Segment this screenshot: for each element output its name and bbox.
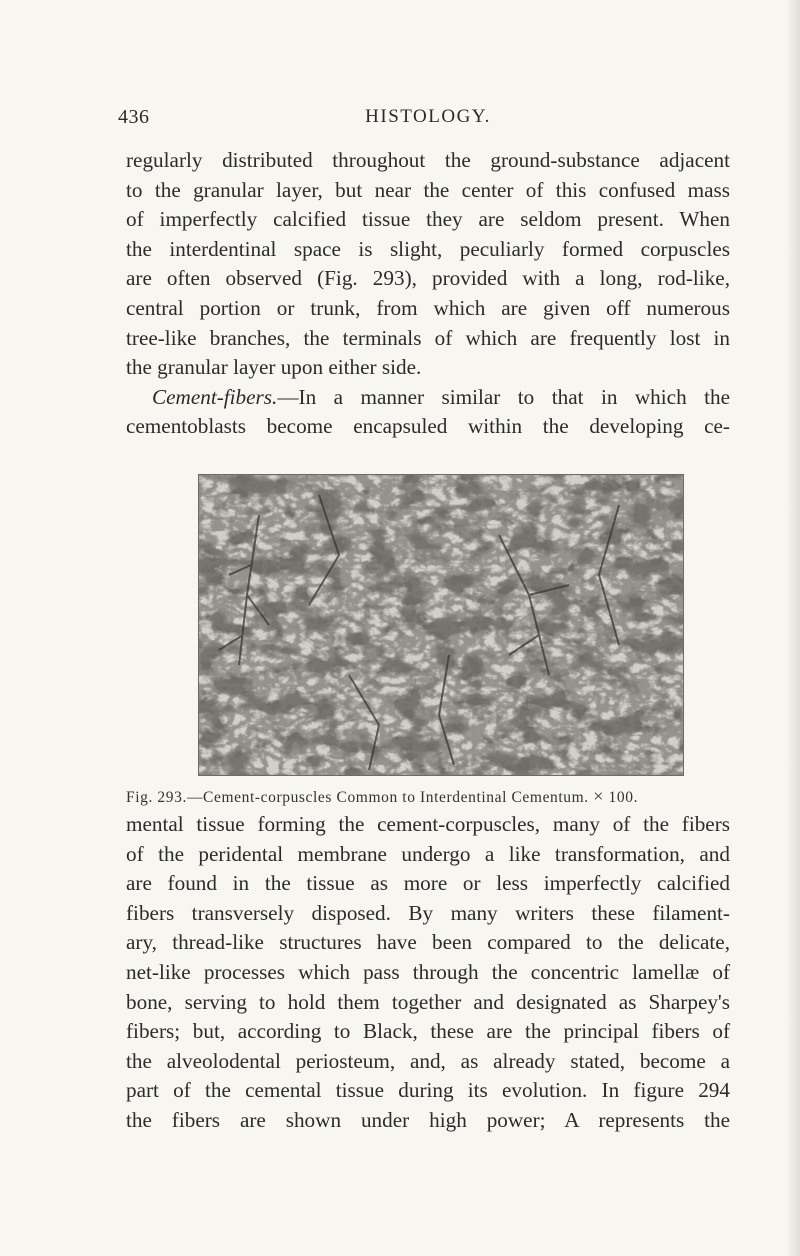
text-line: cementoblasts become encapsuled within the developing ce- xyxy=(126,414,730,439)
text-line: of imperfectly calcified tissue they are seldom present. When xyxy=(126,207,730,232)
text-line: central portion or trunk, from which are given off numerous xyxy=(126,295,730,320)
magnification-symbol: × xyxy=(593,786,605,806)
section-first-line xyxy=(126,383,730,413)
caption-text: Fig. 293.—Cement-corpuscles Common to Interdentinal Cementum. xyxy=(126,789,589,806)
text-line: fibers; but, according to Black, these are the principal fibers of xyxy=(126,1019,730,1044)
text-line: ary, thread-like structures have been compared to the delicate, xyxy=(126,930,730,955)
micrograph-figure-293 xyxy=(198,474,684,776)
body-text-bottom xyxy=(126,810,730,1136)
running-title: HISTOLOGY. xyxy=(365,106,491,127)
section-heading-cement-fibers: Cement-fibers. xyxy=(152,384,278,409)
text-line: the granular layer upon either side. xyxy=(126,355,422,380)
text-line: fibers transversely disposed. By many writers these filament- xyxy=(126,900,730,925)
text-line: to the granular layer, but near the center of this confused mass xyxy=(126,177,730,202)
text-line: part of the cemental tissue during its evolution. In figure 294 xyxy=(126,1078,730,1103)
page-number: 436 xyxy=(118,106,150,128)
text-line: the alveolodental periosteum, and, as already stated, become a xyxy=(126,1048,730,1073)
text-line: are often observed (Fig. 293), provided with a long, rod-like, xyxy=(126,266,730,291)
micrograph-image xyxy=(199,475,683,775)
text-line: tree-like branches, the terminals of which are frequently lost in xyxy=(126,325,730,350)
body-text-top xyxy=(126,146,730,442)
text-line: of the peridental membrane undergo a like transformation, and xyxy=(126,841,730,866)
text-line: are found in the tissue as more or less imperfectly calcified xyxy=(126,871,730,896)
text-line: mental tissue forming the cement-corpuscles, many of the fibers xyxy=(126,812,730,836)
magnification-value: 100. xyxy=(608,789,639,806)
page-edge-shadow xyxy=(786,0,800,1256)
text-line: bone, serving to hold them together and designated as Sharpey's xyxy=(126,989,730,1014)
figure-caption xyxy=(126,786,730,807)
text-line: the interdentinal space is slight, peculiarly formed corpuscles xyxy=(126,236,730,261)
section-first-line-text: —In a manner similar to that in which the xyxy=(277,384,730,409)
page-header xyxy=(118,106,738,136)
text-line: net-like processes which pass through the concentric lamellæ of xyxy=(126,959,730,984)
text-line: regularly distributed throughout the ground-substance adjacent xyxy=(126,148,730,172)
text-line: the fibers are shown under high power; A represents the xyxy=(126,1107,730,1132)
